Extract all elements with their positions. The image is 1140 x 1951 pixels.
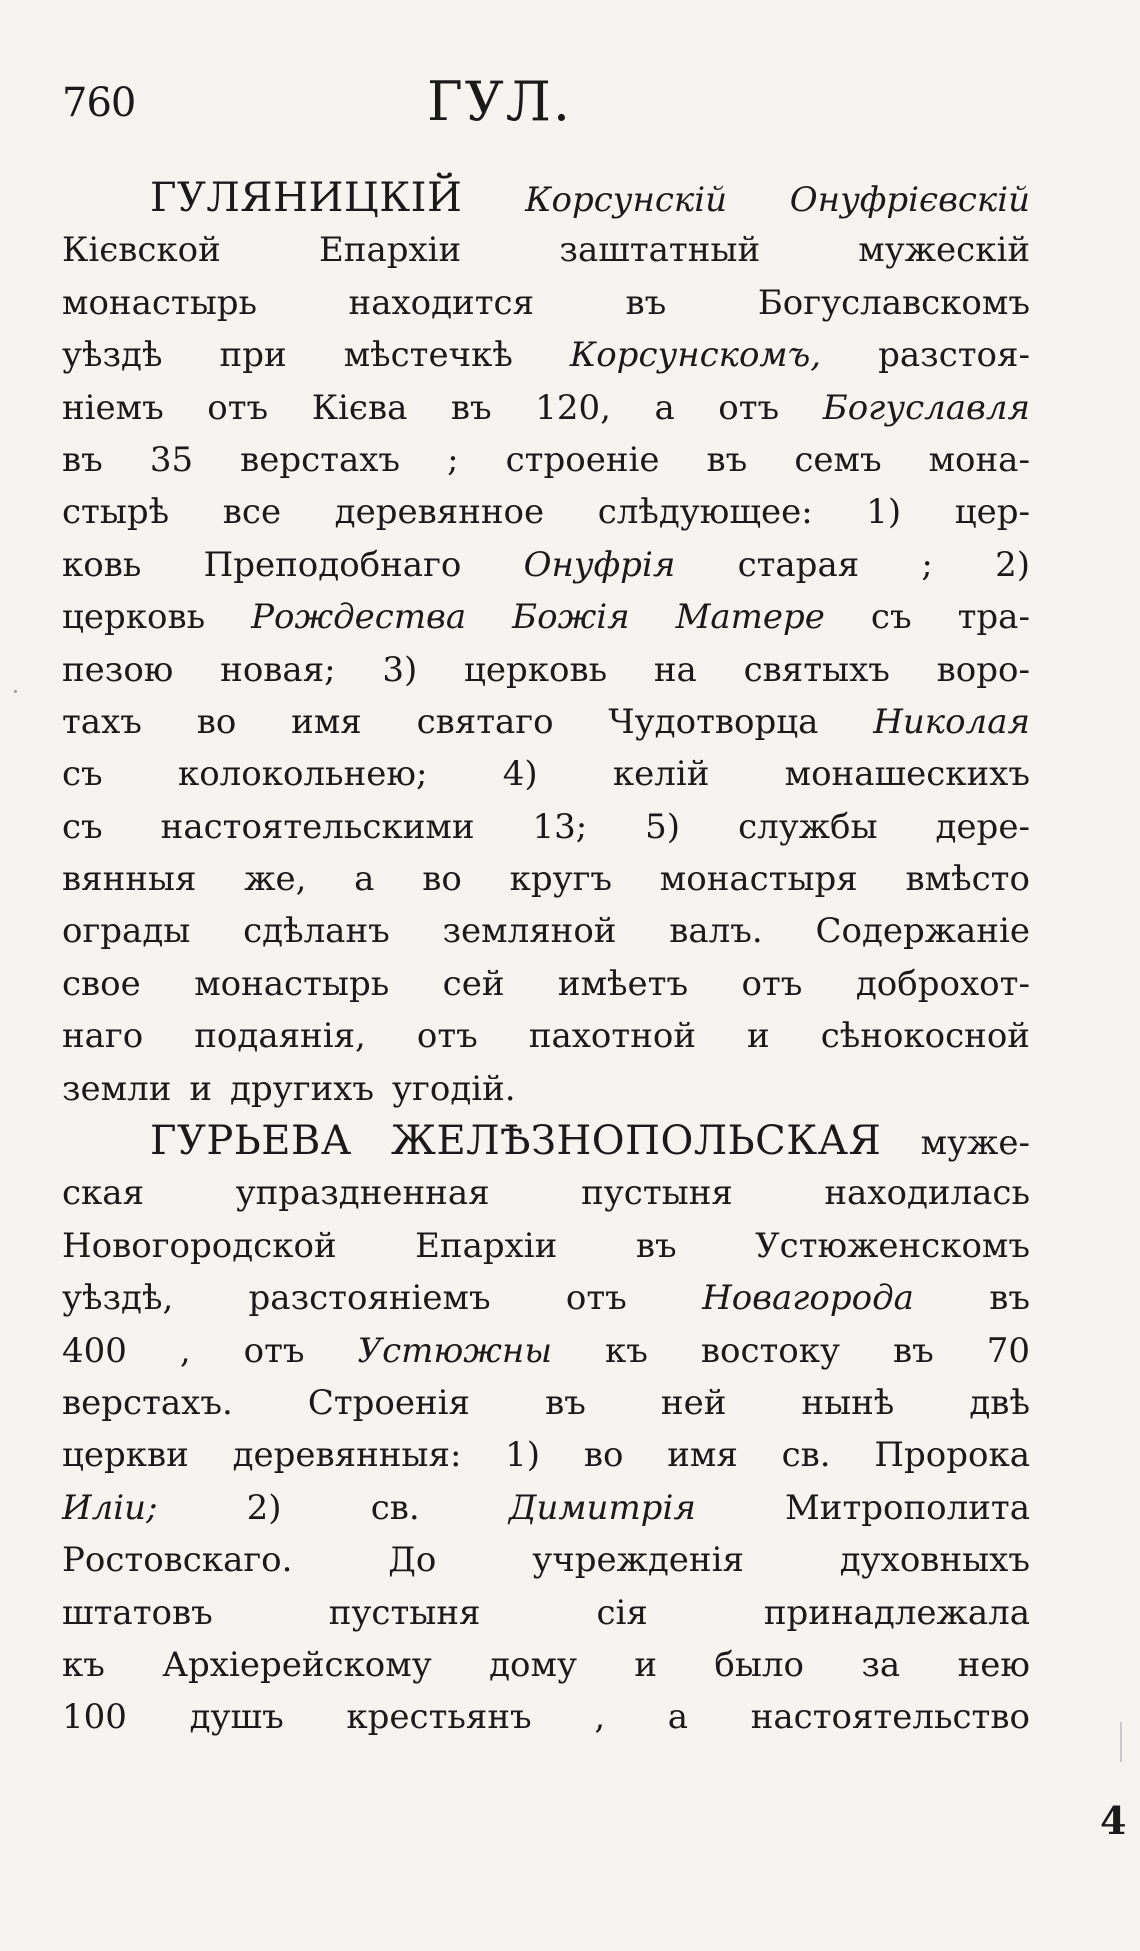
body-text <box>62 172 1030 1744</box>
text-line <box>62 434 1030 486</box>
word: 1) <box>505 1435 541 1476</box>
word: кругъ <box>509 859 613 900</box>
text-line <box>62 172 1030 224</box>
word: и <box>189 1068 213 1109</box>
word: разстояніемъ <box>248 1278 491 1319</box>
word: земляной <box>442 911 617 952</box>
word: ограды <box>62 911 191 952</box>
word: и <box>747 1016 770 1057</box>
word: колокольнею; <box>177 754 428 795</box>
word: 100 <box>62 1697 127 1738</box>
word: ; <box>921 544 933 585</box>
italic-word: Матере <box>675 597 825 638</box>
word: Содержаніе <box>815 911 1030 952</box>
word: нынѣ <box>801 1382 895 1423</box>
italic-word: Николая <box>873 701 1030 742</box>
text-line <box>62 224 1030 276</box>
text-line <box>62 1691 1030 1743</box>
word: семъ <box>794 439 882 480</box>
word: Кієва <box>311 387 408 428</box>
word: отъ <box>207 387 269 428</box>
word: строеніе <box>505 439 660 480</box>
text-line <box>62 1010 1030 1062</box>
word: крестьянъ <box>346 1697 532 1738</box>
word: при <box>219 335 287 376</box>
word: дому <box>489 1644 577 1685</box>
word: уѣздѣ <box>62 335 163 376</box>
word: св. <box>781 1435 831 1476</box>
text-line <box>62 591 1030 643</box>
word: на <box>653 649 697 690</box>
word: въ <box>635 1225 677 1266</box>
text-line <box>62 1482 1030 1534</box>
word: во <box>196 701 237 742</box>
text-line <box>62 1115 1030 1167</box>
word: Епархіи <box>318 230 462 271</box>
word: ская <box>62 1173 145 1214</box>
italic-word: Корсунскій <box>525 180 727 220</box>
page-number: 760 <box>62 80 136 126</box>
word: двѣ <box>969 1382 1030 1423</box>
italic-word: Корсунскомъ, <box>569 335 822 376</box>
text-line <box>62 1325 1030 1377</box>
word: 400 <box>62 1330 127 1371</box>
word: 70 <box>986 1330 1030 1371</box>
word: въ <box>625 282 667 323</box>
word: находится <box>348 282 535 323</box>
word: ковь <box>62 544 142 585</box>
word: сдѣланъ <box>243 911 390 952</box>
word: воро- <box>936 649 1030 690</box>
word: святыхъ <box>743 649 890 690</box>
word: св. <box>370 1487 420 1528</box>
word: сія <box>596 1592 648 1633</box>
word: , <box>179 1330 191 1371</box>
word: востоку <box>700 1330 841 1371</box>
italic-word: Богуславля <box>822 387 1030 428</box>
word: настоятельскими <box>160 806 475 847</box>
text-line <box>62 539 1030 591</box>
word: 2) <box>246 1487 282 1528</box>
word: къ <box>604 1330 648 1371</box>
word: пахотной <box>528 1016 696 1057</box>
word: во <box>583 1435 624 1476</box>
page-header <box>62 70 1022 140</box>
word: съ <box>62 806 103 847</box>
text-line <box>62 1639 1030 1691</box>
word: въ <box>706 439 748 480</box>
word: новая; <box>220 649 336 690</box>
word: пустыня <box>581 1173 733 1214</box>
text-line <box>62 748 1030 800</box>
text-line <box>62 853 1030 905</box>
italic-word: Божія <box>512 597 630 638</box>
word: святаго <box>416 701 554 742</box>
word: Кієвской <box>62 230 221 271</box>
text-line <box>62 958 1030 1010</box>
word: угодій. <box>392 1068 516 1109</box>
word: цер- <box>954 492 1030 533</box>
word: земли <box>62 1068 172 1109</box>
word: наго <box>62 1016 144 1057</box>
word: Епархіи <box>415 1225 558 1266</box>
entry-heading-word: ЖЕЛѢЗНОПОЛЬСКАЯ <box>391 1118 882 1165</box>
word: 5) <box>645 806 681 847</box>
word: 1) <box>866 492 902 533</box>
word: Преподобнаго <box>203 544 462 585</box>
text-line <box>62 277 1030 329</box>
word: съ <box>870 597 912 638</box>
word: отъ <box>416 1016 478 1057</box>
word: съ <box>62 754 103 795</box>
text-line <box>62 1167 1030 1219</box>
word: нею <box>957 1644 1030 1685</box>
text-line <box>62 801 1030 853</box>
text-line <box>62 1377 1030 1429</box>
italic-word: Димитрія <box>508 1487 696 1528</box>
italic-word: Онуфрія <box>523 544 676 585</box>
word: разстоя- <box>878 335 1030 376</box>
word: 2) <box>995 544 1030 585</box>
word: принадлежала <box>763 1592 1030 1633</box>
text-line <box>62 1272 1030 1324</box>
word: ніемъ <box>62 387 164 428</box>
word: имѣетъ <box>557 963 689 1004</box>
text-line <box>62 1429 1030 1481</box>
word: въ <box>450 387 492 428</box>
word: мужескій <box>858 230 1030 271</box>
word: въ <box>62 439 103 480</box>
word: Пророка <box>874 1435 1030 1476</box>
word: другихъ <box>230 1068 375 1109</box>
entry-heading-word: ГУЛЯНИЦКІЙ <box>150 175 463 221</box>
word: и <box>634 1644 657 1685</box>
word: а <box>667 1697 689 1738</box>
word: службы <box>738 806 878 847</box>
word: верстахъ <box>240 439 401 480</box>
word: Новогородской <box>62 1225 337 1266</box>
word: вянныя <box>62 859 197 900</box>
word: мѣстечкѣ <box>343 335 513 376</box>
word: До <box>388 1540 437 1581</box>
word: въ <box>545 1382 586 1423</box>
word: тахъ <box>62 701 142 742</box>
word: слѣдующее: <box>597 492 813 533</box>
word: за <box>861 1644 901 1685</box>
word: Архіерейскому <box>162 1644 432 1685</box>
word: находилась <box>824 1173 1030 1214</box>
word: духовныхъ <box>839 1540 1030 1581</box>
word: Богуславскомъ <box>757 282 1030 323</box>
signature-mark: 4 <box>1100 1798 1127 1843</box>
word: уѣздѣ, <box>62 1278 174 1319</box>
word: Митрополита <box>784 1487 1030 1528</box>
word: церковь <box>464 649 608 690</box>
text-line <box>62 486 1030 538</box>
word: въ <box>989 1278 1030 1319</box>
word: заштатный <box>559 230 761 271</box>
word: отъ <box>718 387 780 428</box>
entry-heading-word: ГУРЬЕВА <box>150 1118 352 1165</box>
text-line <box>62 329 1030 381</box>
word: деревянныя: <box>232 1435 462 1476</box>
word: имя <box>667 1435 738 1476</box>
word: ; <box>447 439 459 480</box>
paper-edge-mark <box>1120 1722 1122 1762</box>
word: дере- <box>935 806 1030 847</box>
text-line <box>62 1534 1030 1586</box>
paper-speck <box>14 690 17 693</box>
word: же, <box>244 859 307 900</box>
word: къ <box>62 1644 105 1685</box>
word: во <box>422 859 462 900</box>
word: 13; <box>532 806 588 847</box>
word: отъ <box>243 1330 305 1371</box>
word: въ <box>892 1330 934 1371</box>
word: Строенія <box>307 1382 470 1423</box>
word: штатовъ <box>62 1592 213 1633</box>
word: , <box>594 1697 606 1738</box>
word: валъ. <box>669 911 763 952</box>
italic-word: Онуфрієвскій <box>789 180 1030 220</box>
word: свое <box>62 963 141 1004</box>
italic-word: Новагорода <box>702 1278 914 1319</box>
word: упраздненная <box>235 1173 490 1214</box>
word: а <box>354 859 375 900</box>
word: вмѣсто <box>905 859 1030 900</box>
word: душъ <box>189 1697 284 1738</box>
text-line <box>62 382 1030 434</box>
word: келій <box>612 754 710 795</box>
word: мона- <box>928 439 1030 480</box>
word: 120, <box>535 387 611 428</box>
text-line <box>62 1220 1030 1272</box>
word: пезою <box>62 649 174 690</box>
text-line <box>62 1587 1030 1639</box>
text-line <box>62 644 1030 696</box>
word: подаянія, <box>194 1016 366 1057</box>
word: монастыря <box>659 859 858 900</box>
word: настоятельство <box>750 1697 1030 1738</box>
word: тра- <box>957 597 1030 638</box>
word: доброхот- <box>855 963 1030 1004</box>
word: пустыня <box>328 1592 481 1633</box>
word: церкви <box>62 1435 189 1476</box>
word: было <box>714 1644 804 1685</box>
word: имя <box>291 701 362 742</box>
word: монастырь <box>62 282 258 323</box>
word: Устюженскомъ <box>755 1225 1030 1266</box>
word: монастырь <box>194 963 390 1004</box>
word: Чудотворца <box>608 701 819 742</box>
italic-word: Устюжны <box>357 1330 553 1371</box>
word: 35 <box>149 439 194 480</box>
word: монашескихъ <box>784 754 1030 795</box>
word: ней <box>660 1382 727 1423</box>
word: церковь <box>62 597 206 638</box>
word: старая <box>737 544 860 585</box>
word: верстахъ. <box>62 1382 233 1423</box>
word: отъ <box>565 1278 627 1319</box>
word: 3) <box>382 649 418 690</box>
word: а <box>654 387 675 428</box>
word: сѣнокосной <box>820 1016 1030 1057</box>
italic-word: Иліи; <box>62 1487 158 1528</box>
word: сей <box>442 963 505 1004</box>
word: Ростовскаго. <box>62 1540 293 1581</box>
word: 4) <box>502 754 538 795</box>
word: учрежденія <box>532 1540 744 1581</box>
text-line <box>62 905 1030 957</box>
word: стырѣ <box>62 492 170 533</box>
word: деревянное <box>334 492 545 533</box>
text-line <box>62 1063 1030 1115</box>
running-head: ГУЛ. <box>427 70 573 133</box>
italic-word: Рождества <box>251 597 467 638</box>
text-line <box>62 696 1030 748</box>
word: все <box>222 492 282 533</box>
word: муже- <box>920 1123 1030 1164</box>
word: отъ <box>741 963 803 1004</box>
